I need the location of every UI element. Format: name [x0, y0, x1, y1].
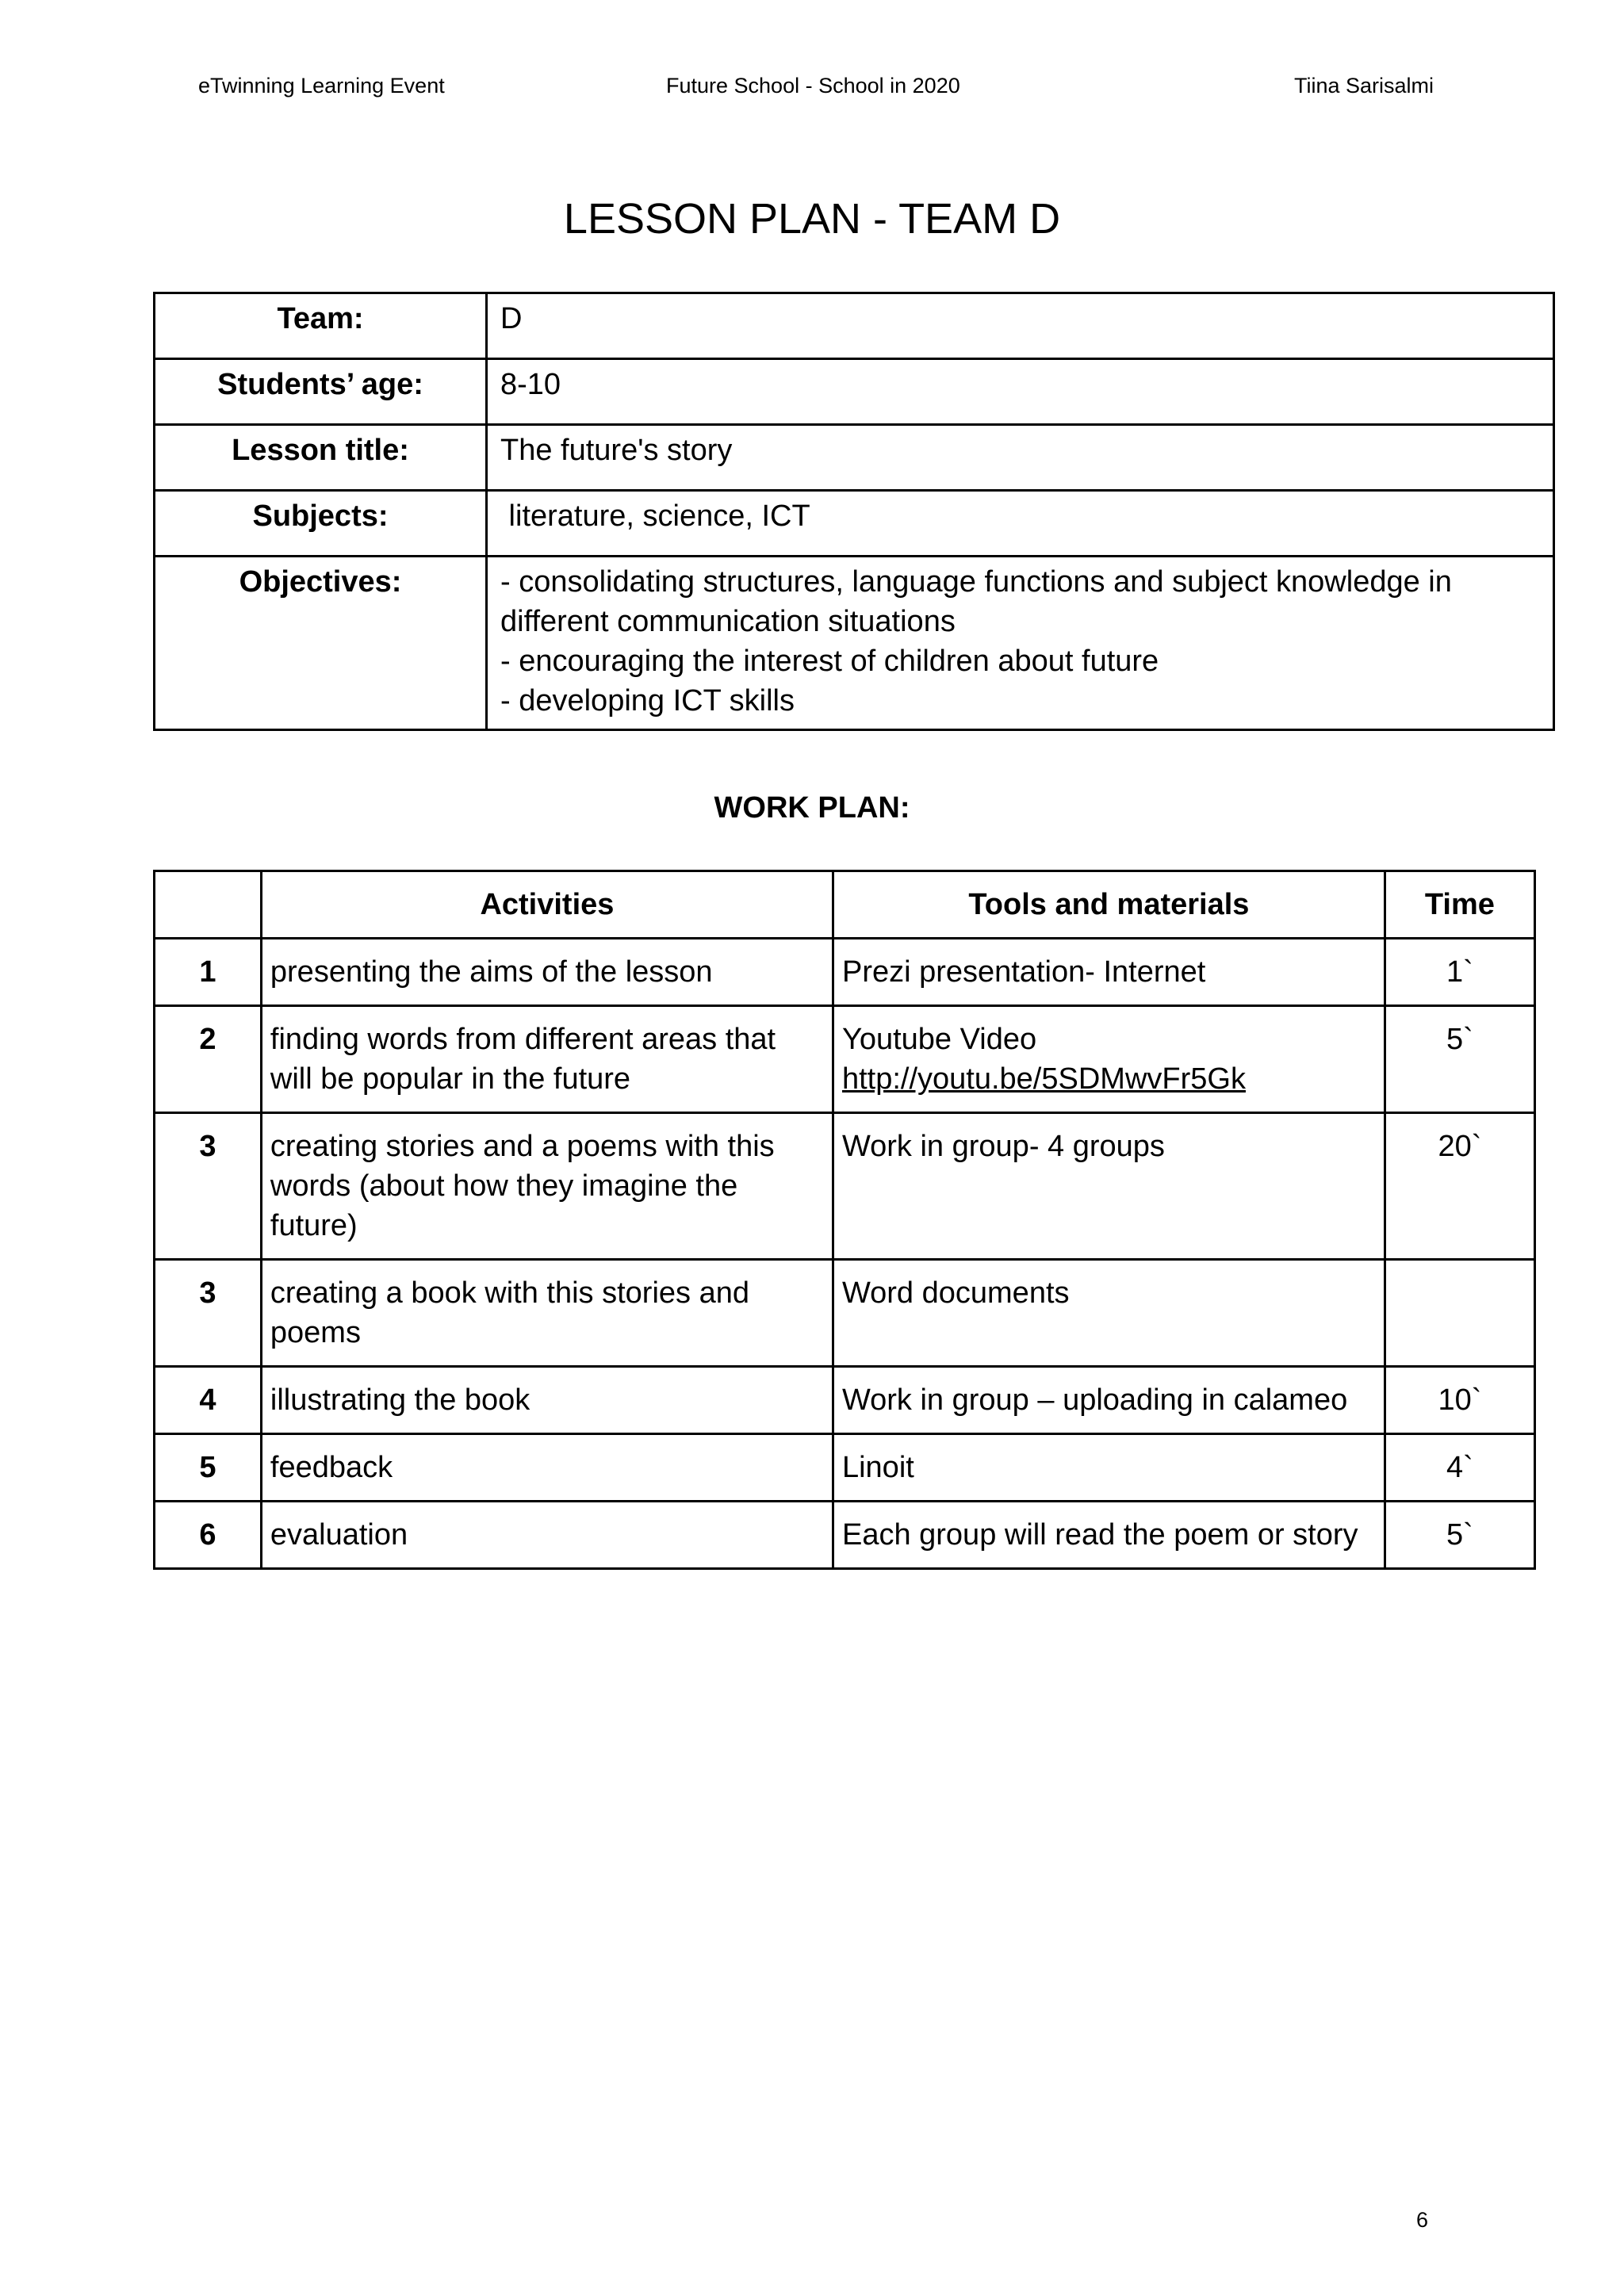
page-title: LESSON PLAN - TEAM D: [563, 195, 1061, 243]
table-row: [155, 1367, 1535, 1434]
row-tools: [833, 1006, 1385, 1113]
info-row-subjects: [155, 491, 1554, 557]
objective-item: - encouraging the interest of children about future: [500, 645, 1159, 678]
row-number: 3: [155, 1113, 262, 1260]
row-number: 3: [155, 1260, 262, 1367]
students-age-label: Students’ age:: [155, 359, 487, 425]
work-plan-table: [153, 870, 1536, 1570]
row-activity: evaluation: [261, 1502, 833, 1569]
row-time: [1385, 1260, 1534, 1367]
table-row: [155, 1502, 1535, 1569]
youtube-video-link[interactable]: http://youtu.be/5SDMwvFr5Gk: [841, 1062, 1246, 1096]
table-row: [155, 1260, 1535, 1367]
row-time: 5`: [1385, 1502, 1534, 1569]
row-activity: presenting the aims of the lesson: [261, 939, 833, 1006]
row-tools: Work in group- 4 groups: [833, 1113, 1385, 1260]
header-event-name: eTwinning Learning Event: [198, 74, 445, 98]
info-row-age: [155, 359, 1554, 425]
objectives-value: [487, 557, 1554, 730]
table-row: [155, 1434, 1535, 1502]
row-number: 6: [155, 1502, 262, 1569]
row-activity: finding words from different areas that will be popular in the future: [261, 1006, 833, 1113]
objective-item: - developing ICT skills: [500, 684, 795, 718]
header-tools: Tools and materials: [833, 871, 1385, 939]
row-time: 5`: [1385, 1006, 1534, 1113]
header-author: Tiina Sarisalmi: [1294, 74, 1434, 98]
header-event-title: Future School - School in 2020: [666, 74, 960, 98]
row-number: 1: [155, 939, 262, 1006]
row-time: 4`: [1385, 1434, 1534, 1502]
row-time: 10`: [1385, 1367, 1534, 1434]
row-number: 2: [155, 1006, 262, 1113]
row-activity: creating stories and a poems with this words (about how they imagine the future): [261, 1113, 833, 1260]
objective-item: - consolidating structures, language functions and subject knowledge in different communication situations: [500, 565, 1452, 638]
row-tools: Word documents: [833, 1260, 1385, 1367]
row-tools: Linoit: [833, 1434, 1385, 1502]
lesson-info-table: [153, 292, 1555, 731]
row-activity: creating a book with this stories and poems: [261, 1260, 833, 1367]
info-row-objectives: [155, 557, 1554, 730]
row-tools: Prezi presentation- Internet: [833, 939, 1385, 1006]
work-plan-title: WORK PLAN:: [714, 791, 910, 825]
info-row-team: [155, 293, 1554, 359]
table-row: [155, 1113, 1535, 1260]
row-time: 1`: [1385, 939, 1534, 1006]
row-tools: Each group will read the poem or story: [833, 1502, 1385, 1569]
table-row: [155, 1006, 1535, 1113]
info-row-lesson-title: [155, 425, 1554, 491]
row-number: 4: [155, 1367, 262, 1434]
subjects-value: literature, science, ICT: [487, 491, 1554, 557]
page-number: 6: [1416, 2208, 1429, 2232]
header-number: [155, 871, 262, 939]
header-time: Time: [1385, 871, 1534, 939]
row-number: 5: [155, 1434, 262, 1502]
row-time: 20`: [1385, 1113, 1534, 1260]
work-plan-header-row: [155, 871, 1535, 939]
row-tools-text: Youtube Video: [841, 1023, 1037, 1056]
team-label: Team:: [155, 293, 487, 359]
lesson-title-label: Lesson title:: [155, 425, 487, 491]
objectives-label: Objectives:: [155, 557, 487, 730]
team-value: D: [487, 293, 1554, 359]
students-age-value: 8-10: [487, 359, 1554, 425]
row-tools: Work in group – uploading in calameo: [833, 1367, 1385, 1434]
row-activity: feedback: [261, 1434, 833, 1502]
table-row: [155, 939, 1535, 1006]
row-activity: illustrating the book: [261, 1367, 833, 1434]
lesson-title-value: The future's story: [487, 425, 1554, 491]
subjects-label: Subjects:: [155, 491, 487, 557]
header-activities: Activities: [261, 871, 833, 939]
